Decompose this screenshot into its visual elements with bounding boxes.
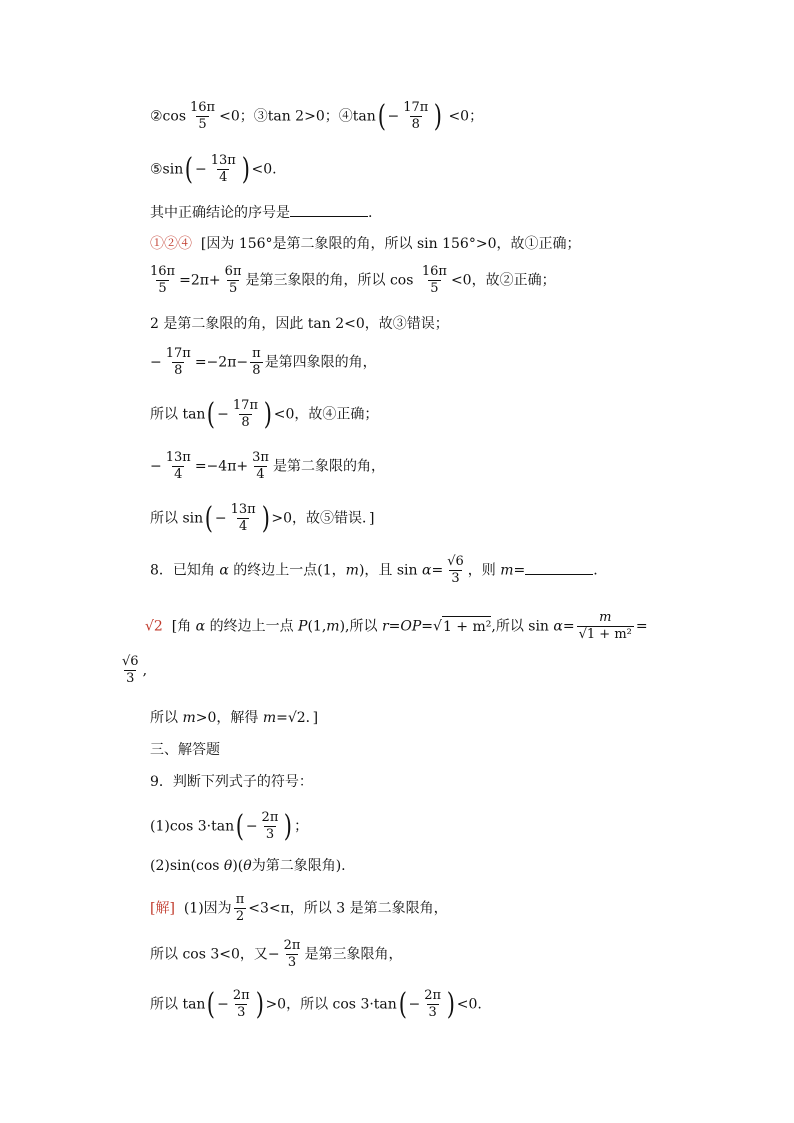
left-paren: ( (184, 151, 194, 187)
text: 所以 tan (150, 996, 206, 1013)
minus-sign: − (245, 818, 258, 835)
denominator: 3 (428, 1005, 437, 1020)
text: =2π+ (179, 272, 221, 289)
numerator: 2π (232, 988, 250, 1003)
numerator: √6 (122, 654, 139, 669)
text: ),所以 (339, 618, 378, 635)
text: =−4π+ (194, 458, 249, 475)
fraction (223, 264, 244, 297)
numerator: π (252, 346, 261, 361)
text: [角 (171, 618, 192, 635)
text: 8．已知角 (150, 562, 215, 579)
line-21 (150, 988, 482, 1021)
numerator: 2π (261, 810, 279, 825)
right-paren: ) (255, 986, 264, 1022)
denominator: 8 (411, 117, 420, 132)
numerator: 17π (232, 398, 258, 413)
text: 2 是第二象限的角，因此 tan 2<0，故③错误； (150, 316, 449, 332)
text: 所以 (150, 710, 178, 726)
text: 是第三象限的角，所以 cos (245, 272, 414, 289)
text: >0，所以 cos 3·tan (265, 996, 397, 1013)
var-m: m (182, 710, 196, 726)
denominator: 3 (126, 671, 135, 686)
answer-label: ①②④ (150, 236, 192, 252)
minus-sign: − (150, 354, 162, 371)
text: [因为 156°是第二象限的角，所以 sin 156°>0，故①正确； (200, 236, 581, 252)
numerator: 2π (283, 938, 301, 953)
minus-sign: − (214, 510, 227, 527)
line-7 (150, 346, 377, 379)
minus-sign: − (150, 458, 162, 475)
denominator: √1 + m² (578, 627, 632, 642)
text: <0； (448, 108, 484, 125)
fraction (422, 988, 443, 1021)
right-paren: ) (284, 808, 293, 844)
denominator: 8 (174, 363, 183, 378)
numerator: 13π (210, 153, 236, 168)
fraction (445, 554, 466, 587)
alpha: α (553, 618, 563, 635)
text: . (593, 562, 598, 579)
text: (2)sin(cos (150, 858, 220, 874)
right-paren: ) (434, 98, 443, 134)
denominator: 2 (235, 909, 245, 924)
answer-label: √2 (145, 618, 163, 635)
text: (1, (307, 618, 327, 635)
left-paren: ( (377, 98, 386, 134)
denominator: 4 (219, 170, 228, 185)
line-19 (150, 892, 448, 925)
left-paren: ( (235, 808, 245, 844)
text: 的终边上一点 (209, 618, 294, 635)
numerator: π (235, 892, 245, 907)
denominator: 5 (430, 281, 439, 296)
denominator: 3 (265, 827, 275, 842)
text: <3<π，所以 3 是第二象限角， (248, 900, 448, 917)
text: = (513, 562, 526, 579)
fraction (231, 398, 260, 431)
denominator: 5 (198, 117, 207, 132)
text: = (562, 618, 575, 635)
denominator: 3 (287, 955, 297, 970)
alpha: α (219, 562, 229, 579)
text: ,所以 sin (491, 618, 549, 635)
numerator: 2π (424, 988, 442, 1003)
text: = (421, 618, 434, 635)
left-paren: ( (207, 396, 216, 432)
minus-sign: − (408, 996, 421, 1013)
line-3 (150, 202, 372, 223)
var-r: r (381, 618, 389, 635)
text: 其中正确结论的序号是 (150, 205, 290, 221)
var-p: P (298, 618, 308, 635)
text: = (388, 618, 401, 635)
denominator: 4 (239, 519, 248, 534)
line-20 (150, 938, 402, 971)
numerator: 6π (224, 264, 242, 279)
denominator: 8 (252, 363, 261, 378)
fraction (282, 938, 303, 971)
text: >0，故⑤错误．] (271, 510, 375, 527)
line-8 (150, 398, 378, 431)
var-m: m (262, 710, 277, 726)
text: 为第二象限角). (251, 858, 346, 874)
denominator: 8 (241, 415, 250, 430)
numerator: 13π (230, 502, 256, 517)
solution-tag: [解] (150, 900, 175, 917)
fraction (164, 346, 193, 379)
numerator: √6 (447, 554, 464, 569)
line-9 (150, 450, 385, 483)
sqrt-radicand: 1 + m² (442, 616, 491, 637)
fraction (250, 346, 263, 379)
minus-sign: − (217, 996, 229, 1013)
line-13 (118, 654, 147, 687)
numerator: m (599, 610, 612, 625)
text: . (368, 205, 373, 221)
numerator: 16π (150, 264, 176, 279)
var-op: OP (400, 618, 422, 635)
text: <0；③tan 2>0；④tan (219, 108, 376, 125)
fraction (120, 654, 141, 687)
text: )( (232, 858, 244, 874)
answer-blank (290, 202, 368, 217)
text: =−2π− (194, 354, 249, 371)
text: 所以 tan (150, 406, 206, 423)
theta: θ (223, 858, 233, 874)
alpha: α (195, 618, 206, 635)
line-4 (150, 234, 580, 254)
fraction (234, 892, 247, 925)
numerator: 13π (165, 450, 191, 465)
line-16 (150, 772, 313, 792)
text: ； (294, 818, 309, 835)
fraction (420, 264, 449, 297)
text: , (142, 662, 148, 679)
fraction (260, 810, 281, 843)
text: (1)因为 (183, 900, 232, 917)
var-m: m (345, 562, 359, 579)
text: 是第三象限角， (304, 946, 403, 963)
minus-sign: − (387, 108, 400, 125)
text: >0，解得 (195, 710, 259, 726)
theta: θ (243, 858, 252, 874)
var-m: m (500, 562, 514, 579)
numerator: 17π (403, 100, 429, 115)
text: ②cos (150, 108, 187, 125)
numerator: 17π (165, 346, 191, 361)
denominator: 5 (228, 281, 238, 296)
fraction (209, 153, 238, 186)
left-paren: ( (398, 986, 407, 1022)
text: 所以 cos 3<0，又− (150, 946, 280, 963)
fraction (188, 100, 217, 133)
text: 的终边上一点(1， (233, 562, 346, 579)
text: <0. (456, 996, 482, 1013)
numerator: 16π (421, 264, 447, 279)
text: 三、解答题 (150, 742, 220, 758)
line-18 (150, 856, 346, 876)
denominator: 3 (451, 571, 460, 586)
numerator: 16π (190, 100, 216, 115)
line-14 (150, 708, 318, 728)
denominator: 4 (256, 467, 265, 482)
text: = (431, 562, 444, 579)
alpha: α (422, 562, 432, 579)
minus-sign: − (194, 161, 207, 178)
line-1 (150, 100, 483, 133)
line-12: √2 [角 α 的终边上一点 P(1,m),所以 r=OP=√1 + m²,所以 sin α= $\frac{m}{\text{√1 + m²}}$ = (145, 610, 648, 642)
text: <0，故②正确； (450, 272, 556, 289)
fraction (164, 450, 193, 483)
text: (1)cos 3·tan (150, 818, 235, 835)
text: <0，故④正确； (273, 406, 379, 423)
numerator: 3π (252, 450, 269, 465)
line-6 (150, 314, 449, 334)
line-11 (150, 554, 598, 587)
denominator: 5 (158, 281, 167, 296)
text: 9．判断下列式子的符号： (150, 774, 313, 790)
line-10 (150, 502, 375, 535)
fraction (577, 610, 634, 643)
fraction (229, 502, 258, 535)
line-2 (150, 153, 277, 186)
fraction (250, 450, 271, 483)
fraction (148, 264, 177, 297)
text: 是第二象限的角， (272, 458, 385, 475)
right-paren: ) (263, 396, 272, 432)
text: 是第四象限的角， (264, 354, 377, 371)
text: ⑤sin (150, 161, 184, 178)
text: )，且 sin (358, 562, 418, 579)
left-paren: ( (204, 500, 214, 536)
text: ，则 (467, 562, 496, 579)
text: =√2．] (276, 710, 319, 726)
var-m: m (326, 618, 340, 635)
fraction (231, 988, 252, 1021)
line-5 (146, 264, 556, 297)
text: <0. (251, 161, 277, 178)
right-paren: ) (446, 986, 456, 1022)
fraction (401, 100, 430, 133)
text: = (635, 618, 648, 635)
right-paren: ) (241, 151, 250, 187)
line-17 (150, 810, 308, 843)
denominator: 3 (237, 1005, 246, 1020)
answer-blank (525, 560, 593, 575)
right-paren: ) (261, 500, 270, 536)
left-paren: ( (207, 986, 216, 1022)
text: 所以 sin (150, 510, 204, 527)
section-heading (150, 740, 220, 760)
denominator: 4 (174, 467, 183, 482)
minus-sign: − (217, 406, 229, 423)
